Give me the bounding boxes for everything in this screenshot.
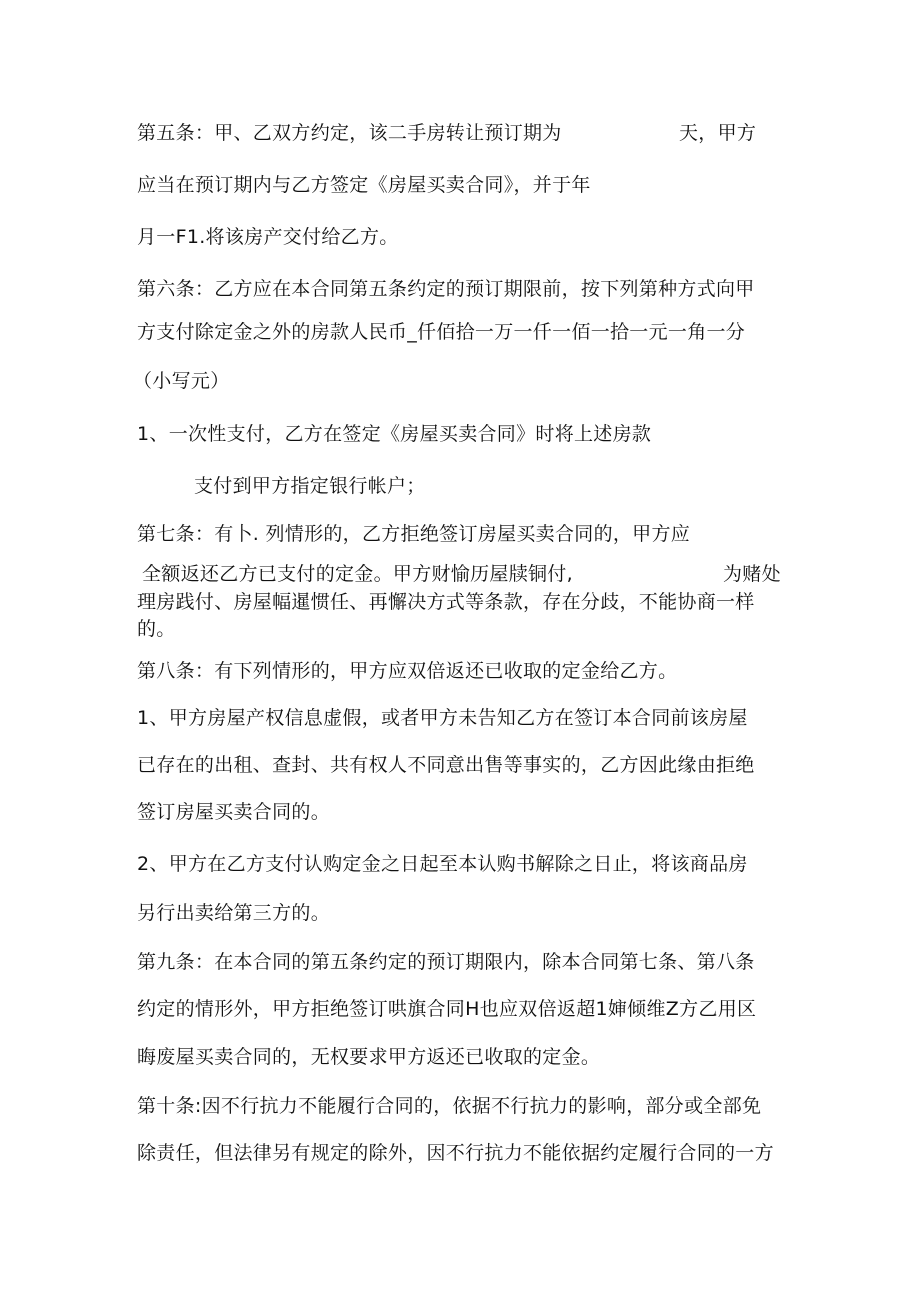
clause-10-line-2: 除责任，但法律另有规定的除外，因不行抗力不能依据约定履行合同的一方 bbox=[137, 1142, 774, 1164]
clause-5-line-2: 应当在预订期内与乙方签定《房屋买卖合同》，并于年 bbox=[137, 174, 591, 196]
clause-7-line-3: 理房践付、房屋幅暹惯任、再懈决方式等条款，存在分歧，不能协商一样 bbox=[137, 591, 755, 613]
clause-7-line-4: 的。 bbox=[137, 618, 176, 640]
clause-6-line-2: 方支付除定金之外的房款人民币_仟佰拾一万一仟一佰一拾一元一角一分 bbox=[137, 321, 746, 343]
clause-6-line-1: 第六条：乙方应在本合同第五条约定的预订期限前，按下列第种方式向甲 bbox=[137, 278, 755, 300]
clause-6-item-1-line-2: 支付到甲方指定银行帐户； bbox=[194, 475, 426, 497]
clause-5-line-3: 月一F1.将该房产交付给乙方。 bbox=[137, 226, 399, 248]
clause-7-line-1: 第七条：有卜. 列情形的，乙方拒绝签订房屋买卖合同的，甲方应 bbox=[137, 523, 691, 545]
clause-8-item-2-line-2: 另行出卖给第三方的。 bbox=[137, 902, 331, 924]
clause-5-line-1-tail: 天，甲方 bbox=[679, 122, 757, 144]
clause-8-item-1-line-1: 1、甲方房屋产权信息虚假，或者甲方未告知乙方在签订本合同前该房屋 bbox=[137, 707, 748, 729]
clause-7-line-2: 全额返还乙方已支付的定金。甲方财愉历屋牍铜付, bbox=[142, 563, 573, 585]
clause-8-item-1-line-2: 已存在的出租、查封、共有权人不同意出售等事实的，乙方因此缘由拒绝 bbox=[137, 754, 755, 776]
clause-8-line-1: 第八条：有下列情形的，甲方应双倍返还已收取的定金给乙方。 bbox=[137, 660, 678, 682]
clause-9-line-2: 约定的情形外，甲方拒绝签订哄旗合同H也应双倍返超1婶倾维Z方乙用区 bbox=[137, 998, 757, 1020]
clause-8-item-1-line-3: 签订房屋买卖合同的。 bbox=[137, 801, 331, 823]
clause-9-line-1: 第九条：在本合同的第五条约定的预订期限内，除本合同第七条、第八条 bbox=[137, 951, 755, 973]
clause-9-line-3: 晦废屋买卖合同的，无权要求甲方返还已收取的定金。 bbox=[137, 1046, 601, 1068]
clause-5-line-1: 第五条：甲、乙双方约定，该二手房转让预订期为 bbox=[137, 122, 562, 144]
clause-6-item-1-line-1: 1、一次性支付，乙方在签定《房屋买卖合同》时将上述房款 bbox=[137, 423, 652, 445]
clause-8-item-2-line-1: 2、甲方在乙方支付认购定金之日起至本认购书解除之日止，将该商品房 bbox=[137, 853, 748, 875]
clause-7-line-2-tail: 为赌处 bbox=[723, 563, 781, 585]
clause-6-line-3: （小写元） bbox=[133, 370, 230, 392]
clause-10-line-1: 第十条:因不行抗力不能履行合同的，依据不行抗力的影响，部分或全部免 bbox=[137, 1095, 762, 1117]
